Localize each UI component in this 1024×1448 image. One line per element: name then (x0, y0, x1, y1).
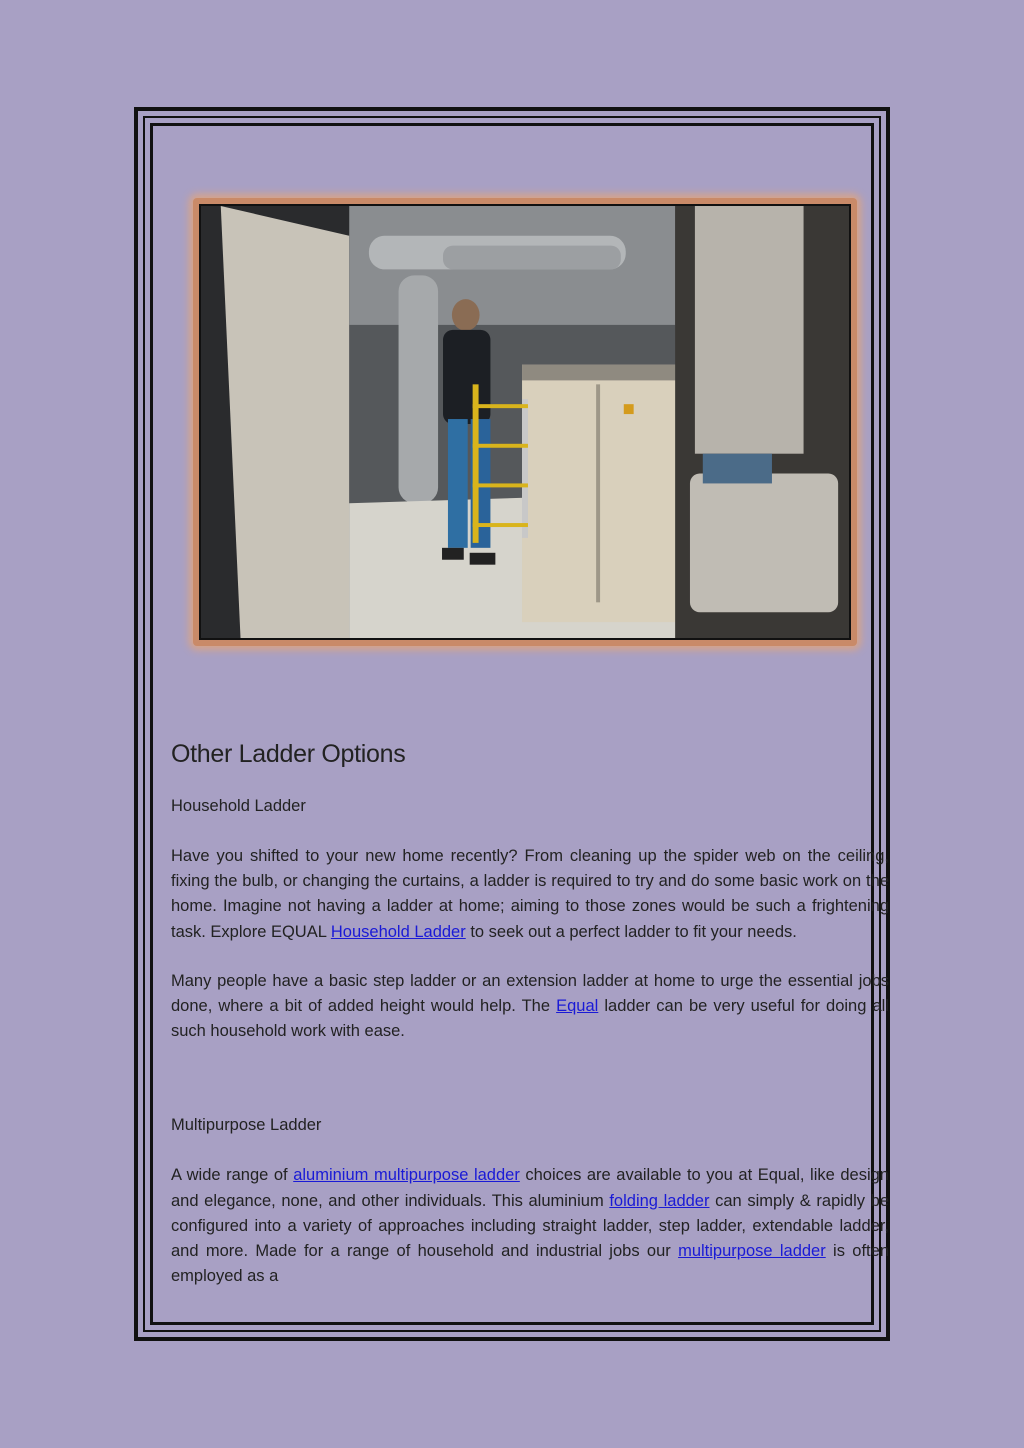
section-title-household: Household Ladder (171, 797, 306, 815)
text-run: can simply & rapidly be configured into a variety of approaches including straight ladder, step ladder, extendable ladder, and more. Made for a range of household and industrial jobs our (171, 1191, 890, 1261)
text-run: to seek out a perfect ladder to fit your needs. (465, 922, 797, 941)
text-run: is often employed as a (171, 1242, 889, 1286)
page-frame-middle (143, 116, 890, 1332)
household-paragraph-1 (171, 844, 889, 945)
article-content (171, 740, 889, 1313)
text-run: A wide range of (171, 1166, 294, 1185)
household-ladder-link[interactable]: Household Ladder (330, 922, 466, 941)
aluminium-multipurpose-ladder-link[interactable]: aluminium multipurpose ladder (293, 1166, 520, 1185)
household-paragraph-2 (171, 969, 889, 1045)
page-frame (134, 107, 890, 1341)
section-title-multipurpose: Multipurpose Ladder (171, 1116, 322, 1135)
text-run: ladder can be very useful for doing all such household work with ease. (171, 997, 889, 1041)
multipurpose-ladder-link[interactable]: multipurpose ladder (678, 1242, 826, 1261)
page-frame-inner (150, 123, 890, 1325)
photo-illustration (201, 206, 849, 638)
equal-link[interactable]: Equal (556, 997, 599, 1016)
page-title: Other Ladder Options (171, 740, 406, 768)
multipurpose-paragraph-1 (171, 1163, 889, 1289)
text-run: choices are available to you at Equal, like design and elegance, none, and other individuals. This aluminium (171, 1166, 889, 1210)
photo-frame (193, 198, 857, 646)
text-run: Have you shifted to your new home recently? From cleaning up the spider web on the ceiling, fixing the bulb, or changing the curtains, a ladder is required to try and do some basic work on the home. Imagine not having a ladder at home; aiming to those zones would be such a frightening task. Explore EQUAL (171, 847, 889, 941)
spacer (171, 1068, 889, 1116)
folding-ladder-link[interactable]: folding ladder (609, 1191, 710, 1210)
text-run: Many people have a basic step ladder or an extension ladder at home to urge the essential jobs done, where a bit of added height would help. The (171, 971, 889, 1016)
worker-carrying-ladder-photo (199, 204, 851, 640)
